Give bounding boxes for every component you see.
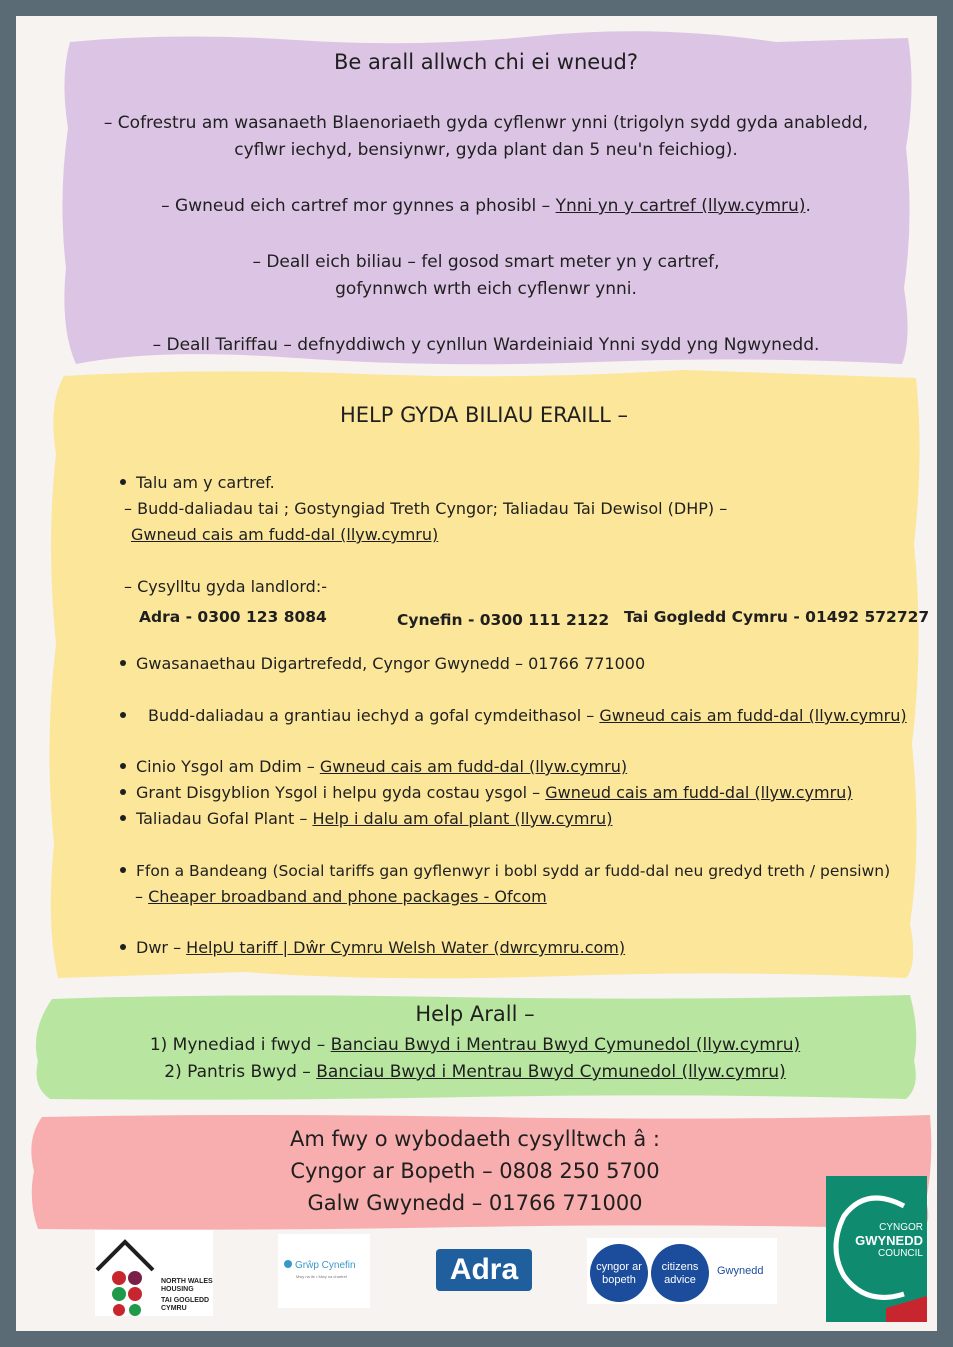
section-title: HELP GYDA BILIAU ERAILL – (339, 403, 629, 427)
line-text: 1) Mynediad i fwyd – (149, 1035, 331, 1055)
broadband-link-row (135, 884, 547, 910)
list-item (120, 858, 890, 884)
landlord-tai-gogledd: Tai Gogledd Cymru - 01492 572727 (624, 608, 930, 626)
list-item (120, 754, 627, 780)
list-item (120, 651, 645, 677)
gw-line: CYNGOR (879, 1222, 923, 1233)
cynefin-name: Grŵp Cynefin (295, 1260, 356, 1271)
cab-welsh-circle (590, 1244, 648, 1302)
list-item (120, 806, 612, 832)
gw-line: COUNCIL (877, 1248, 923, 1259)
list-item (120, 470, 275, 496)
poster-page (16, 16, 937, 1331)
adra-logo (430, 1241, 538, 1303)
bills-line1: – Deall eich biliau – fel gosod smart meter yn y cartref, (252, 252, 720, 272)
section-other-bills (44, 364, 930, 984)
contact-intro: Am fwy o wybodaeth cysylltwch â : (289, 1127, 660, 1151)
apply-benefit-link[interactable]: Gwneud cais am fudd-dal (llyw.cymru) (599, 706, 907, 725)
section-other-help (30, 991, 920, 1103)
nwh-line: NORTH WALES (161, 1278, 213, 1285)
warm-home-text (56, 193, 916, 220)
list-item (120, 935, 625, 961)
nwh-line: TAI GOGLEDD (161, 1297, 210, 1304)
priority-register-line1: – Cofrestru am wasanaeth Blaenoriaeth gyda cyflenwr ynni (trigolyn sydd gyda anabledd, (103, 113, 869, 133)
cynefin-swirl-icon (284, 1260, 292, 1268)
cyngor-gwynedd-logo (826, 1176, 927, 1322)
bullet-icon (120, 479, 126, 485)
tariffs-line: – Deall Tariffau – defnyddiwch y cynllun Wardeiniaid Ynni sydd yng Ngwynedd. (152, 335, 820, 355)
bills-line2: gofynnwch wrth eich cyflenwr ynni. (335, 279, 637, 299)
housing-benefits-line: – Budd-daliadau tai ; Gostyngiad Treth Cyngor; Taliadau Tai Dewisol (DHP) – (124, 499, 728, 518)
list-item (120, 780, 853, 806)
warm-home-end: . (805, 196, 811, 216)
bullet-icon (120, 660, 126, 666)
food-access-line (30, 1032, 920, 1059)
gw-line: GWYNEDD (855, 1233, 923, 1248)
link-text[interactable]: Gwneud cais am fudd-dal (llyw.cymru) (131, 525, 439, 544)
apply-benefit-link[interactable]: Gwneud cais am fudd-dal (llyw.cymru) (545, 783, 853, 802)
food-banks-link[interactable]: Banciau Bwyd i Mentrau Bwyd Cymunedol (llyw.cymru) (316, 1062, 786, 1082)
cab-english-circle (651, 1244, 709, 1302)
list-item-text: Budd-daliadau a grantiau iechyd a gofal cymdeithasol – (148, 706, 600, 725)
nwh-line: CYMRU (161, 1305, 187, 1312)
list-item-text: Talu am y cartref. (136, 473, 275, 492)
cab-area: Gwynedd (717, 1265, 764, 1277)
section-what-else (56, 28, 916, 368)
gwynedd-text (855, 1222, 923, 1259)
bullet-icon (120, 867, 126, 873)
section-title: Help Arall – (415, 1002, 535, 1026)
apply-benefit-link[interactable]: Gwneud cais am fudd-dal (llyw.cymru) (319, 757, 628, 776)
cab-text: cyngor ar (596, 1261, 642, 1273)
galw-gwynedd-phone: Galw Gwynedd – 01766 771000 (307, 1191, 643, 1215)
list-item (120, 703, 907, 729)
childcare-link[interactable]: Help i dalu am ofal plant (llyw.cymru) (312, 809, 613, 828)
list-item-text: Grant Disgyblion Ysgol i helpu gyda costau ysgol – (136, 783, 546, 802)
nwh-line: HOUSING (161, 1286, 194, 1293)
citizens-advice-logo (587, 1238, 777, 1304)
cynefin-tagline: Mwy na lle • Mwy na chartref (296, 1274, 347, 1279)
cab-text: citizens (661, 1261, 699, 1273)
food-pantries-line (30, 1059, 920, 1086)
warm-home-label: – Gwneud eich cartref mor gynnes a phosibl – (161, 196, 556, 216)
list-item-text: Cinio Ysgol am Ddim – (136, 757, 320, 776)
list-item-text: Ffon a Bandeang (Social tariffs gan gyflenwyr i bobl sydd ar fudd-dal neu gredyd treth / pensiwn) (136, 862, 891, 880)
landlord-intro: – Cysylltu gyda landlord:- (124, 577, 327, 596)
list-item-text: Dwr – (136, 938, 187, 957)
apply-benefit-link[interactable] (131, 522, 438, 548)
line-text: 2) Pantris Bwyd – (164, 1062, 317, 1082)
bullet-icon (120, 944, 126, 950)
landlord-cynefin: Cynefin - 0300 111 2122 (397, 611, 610, 629)
bullet-icon (120, 789, 126, 795)
ofcom-link[interactable]: Cheaper broadband and phone packages - Ofcom (148, 887, 547, 906)
food-banks-link[interactable]: Banciau Bwyd i Mentrau Bwyd Cymunedol (llyw.cymru) (330, 1035, 801, 1055)
cab-text: advice (664, 1274, 696, 1286)
list-item-text: Gwasanaethau Digartrefedd, Cyngor Gwynedd – 01766 771000 (136, 654, 646, 673)
bullet-icon (120, 763, 126, 769)
energy-home-link[interactable]: Ynni yn y cartref (llyw.cymru) (555, 196, 806, 216)
grwp-cynefin-logo (278, 1234, 370, 1308)
priority-register-line2: cyflwr iechyd, bensiynwr, gyda plant dan 5 neu'n feichiog). (234, 140, 738, 160)
cynefin-wordmark (284, 1260, 356, 1271)
citizens-advice-phone: Cyngor ar Bopeth – 0808 250 5700 (290, 1159, 660, 1183)
landlord-adra: Adra - 0300 123 8084 (139, 608, 327, 626)
north-wales-housing-logo (95, 1230, 213, 1316)
bullet-icon (120, 712, 126, 718)
list-item-text: Taliadau Gofal Plant – (136, 809, 313, 828)
adra-wordmark: Adra (436, 1249, 532, 1291)
partner-logos (16, 1174, 937, 1324)
cab-text: bopeth (602, 1274, 636, 1286)
nwh-text (161, 1278, 213, 1313)
welsh-water-link[interactable]: HelpU tariff | Dŵr Cymru Welsh Water (dwrcymru.com) (186, 938, 626, 957)
bullet-icon (120, 815, 126, 821)
section-title: Be arall allwch chi ei wneud? (334, 50, 638, 74)
dash-text: – (135, 887, 149, 906)
